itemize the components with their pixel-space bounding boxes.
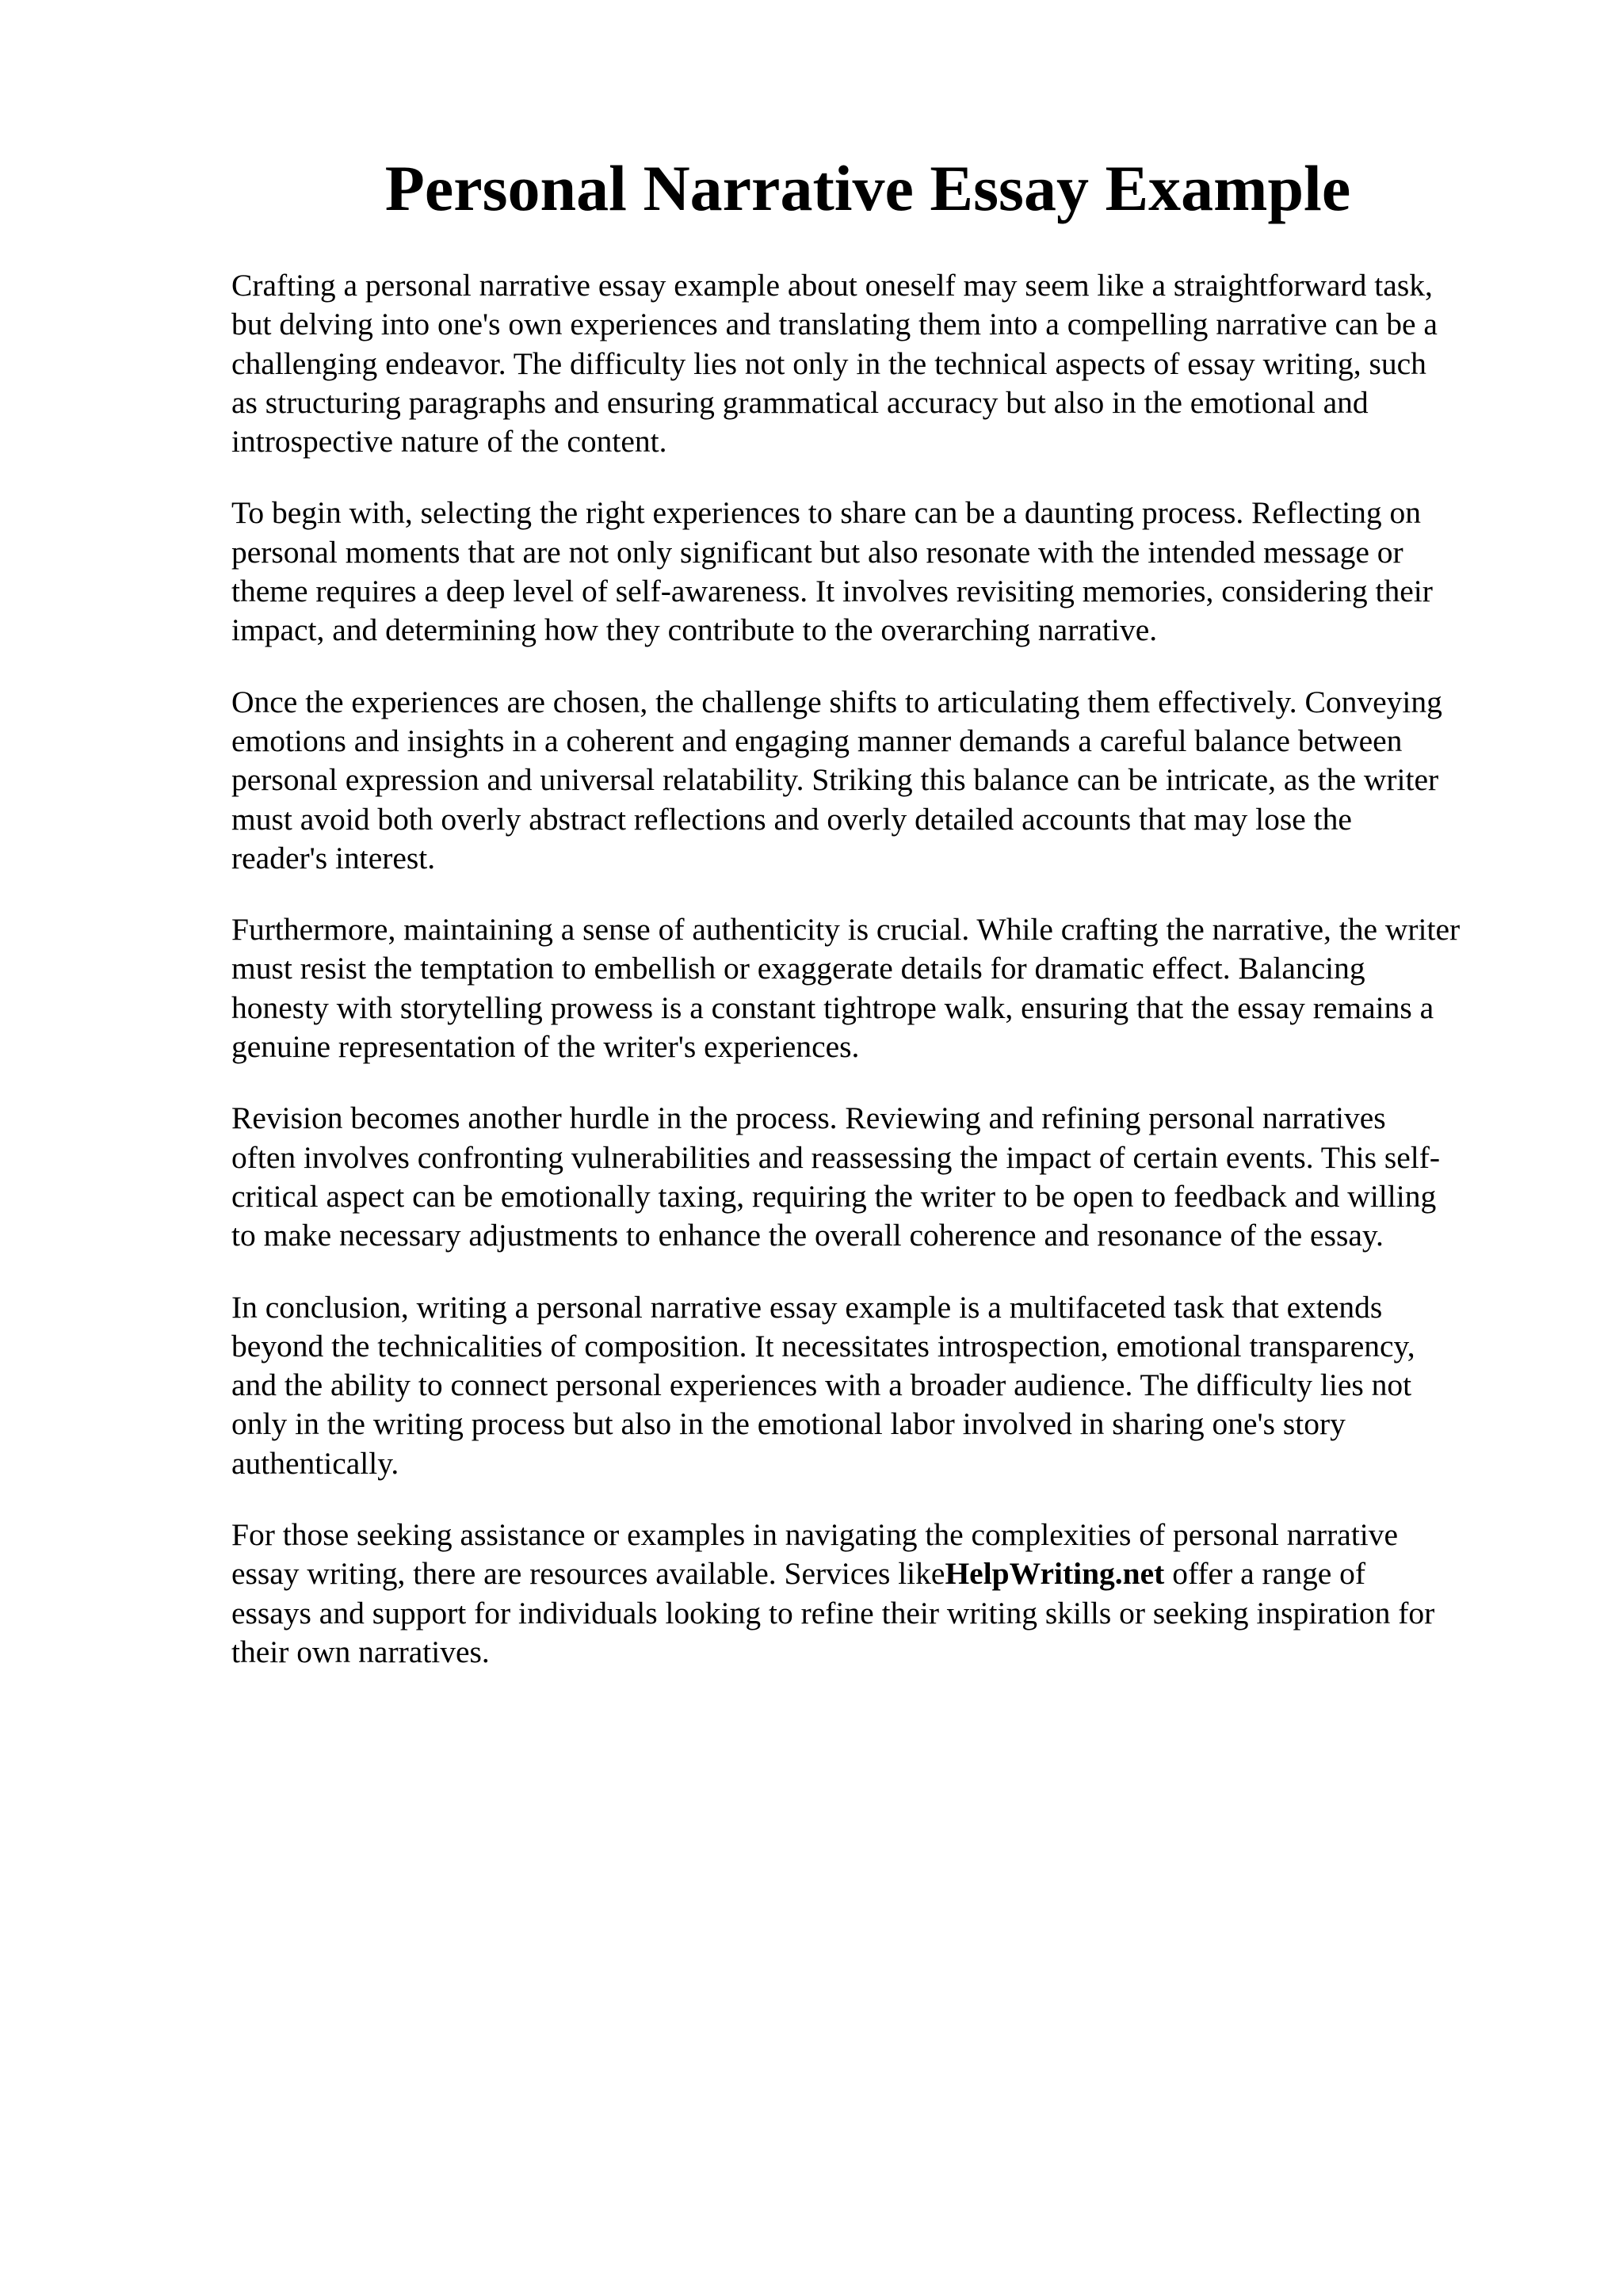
paragraph-4: Furthermore, maintaining a sense of authenticity is crucial. While crafting the narrative, the writer must resist the temptation to embellish or exaggerate details for dramatic effect. Balancing honesty with storytelling prowess is a constant tightrope walk, ensuring that the essay remains a genuine representation of the writer's experiences. <box>231 912 1461 1065</box>
paragraph-1: Crafting a personal narrative essay example about oneself may seem like a straightforward task, but delving into one's own experiences and translating them into a compelling narrative can be a challenging endeavor. The difficulty lies not only in the technical aspects of essay writing, such as structuring paragraphs and ensuring grammatical accuracy but also in the emotional and introspective nature of the content. <box>231 268 1438 460</box>
helpwriting-brand-text: HelpWriting.net <box>945 1556 1165 1592</box>
paragraph-5: Revision becomes another hurdle in the process. Reviewing and refining personal narratives often involves confronting vulnerabilities and reassessing the impact of certain events. This self- critical aspect can be emotionally taxing, requiring the writer to be open to feedback and willing to make necessary adjustments to enhance the overall coherence and resonance of the essay. <box>231 1100 1441 1253</box>
paragraph-6: In conclusion, writing a personal narrative essay example is a multifaceted task that extends beyond the technicalities of composition. It necessitates introspection, emotional transparency, and the ability to connect personal experiences with a broader audience. The difficulty lies not only in the writing process but also in the emotional labor involved in sharing one's story authentically. <box>231 1289 1415 1481</box>
paragraph-2: To begin with, selecting the right experiences to share can be a daunting process. Reflecting on personal moments that are not only significant but also resonate with the intended message or theme requires a deep level of self-awareness. It involves revisiting memories, considering their impact, and determining how they contribute to the overarching narrative. <box>231 495 1433 648</box>
document-title: Personal Narrative Essay Example <box>384 152 1351 224</box>
document-body <box>231 266 1555 1704</box>
paragraph-7-text-before: For those seeking assistance or examples in navigating the complexities of personal narrative essay writing, there are resources available. Services like <box>231 1517 1399 1592</box>
paragraph-3: Once the experiences are chosen, the challenge shifts to articulating them effectively. Conveying emotions and insights in a coherent and engaging manner demands a careful balance between personal expression and universal relatability. Striking this balance can be intricate, as the writer must avoid both overly abstract reflections and overly detailed accounts that may lose the reader's interest. <box>231 684 1442 875</box>
paragraph-7 <box>231 1516 1555 1672</box>
paragraph-7-text-after: offer a range of essays and support for individuals looking to refine their writing skills or seeking inspiration for their own narratives. <box>231 1556 1435 1669</box>
